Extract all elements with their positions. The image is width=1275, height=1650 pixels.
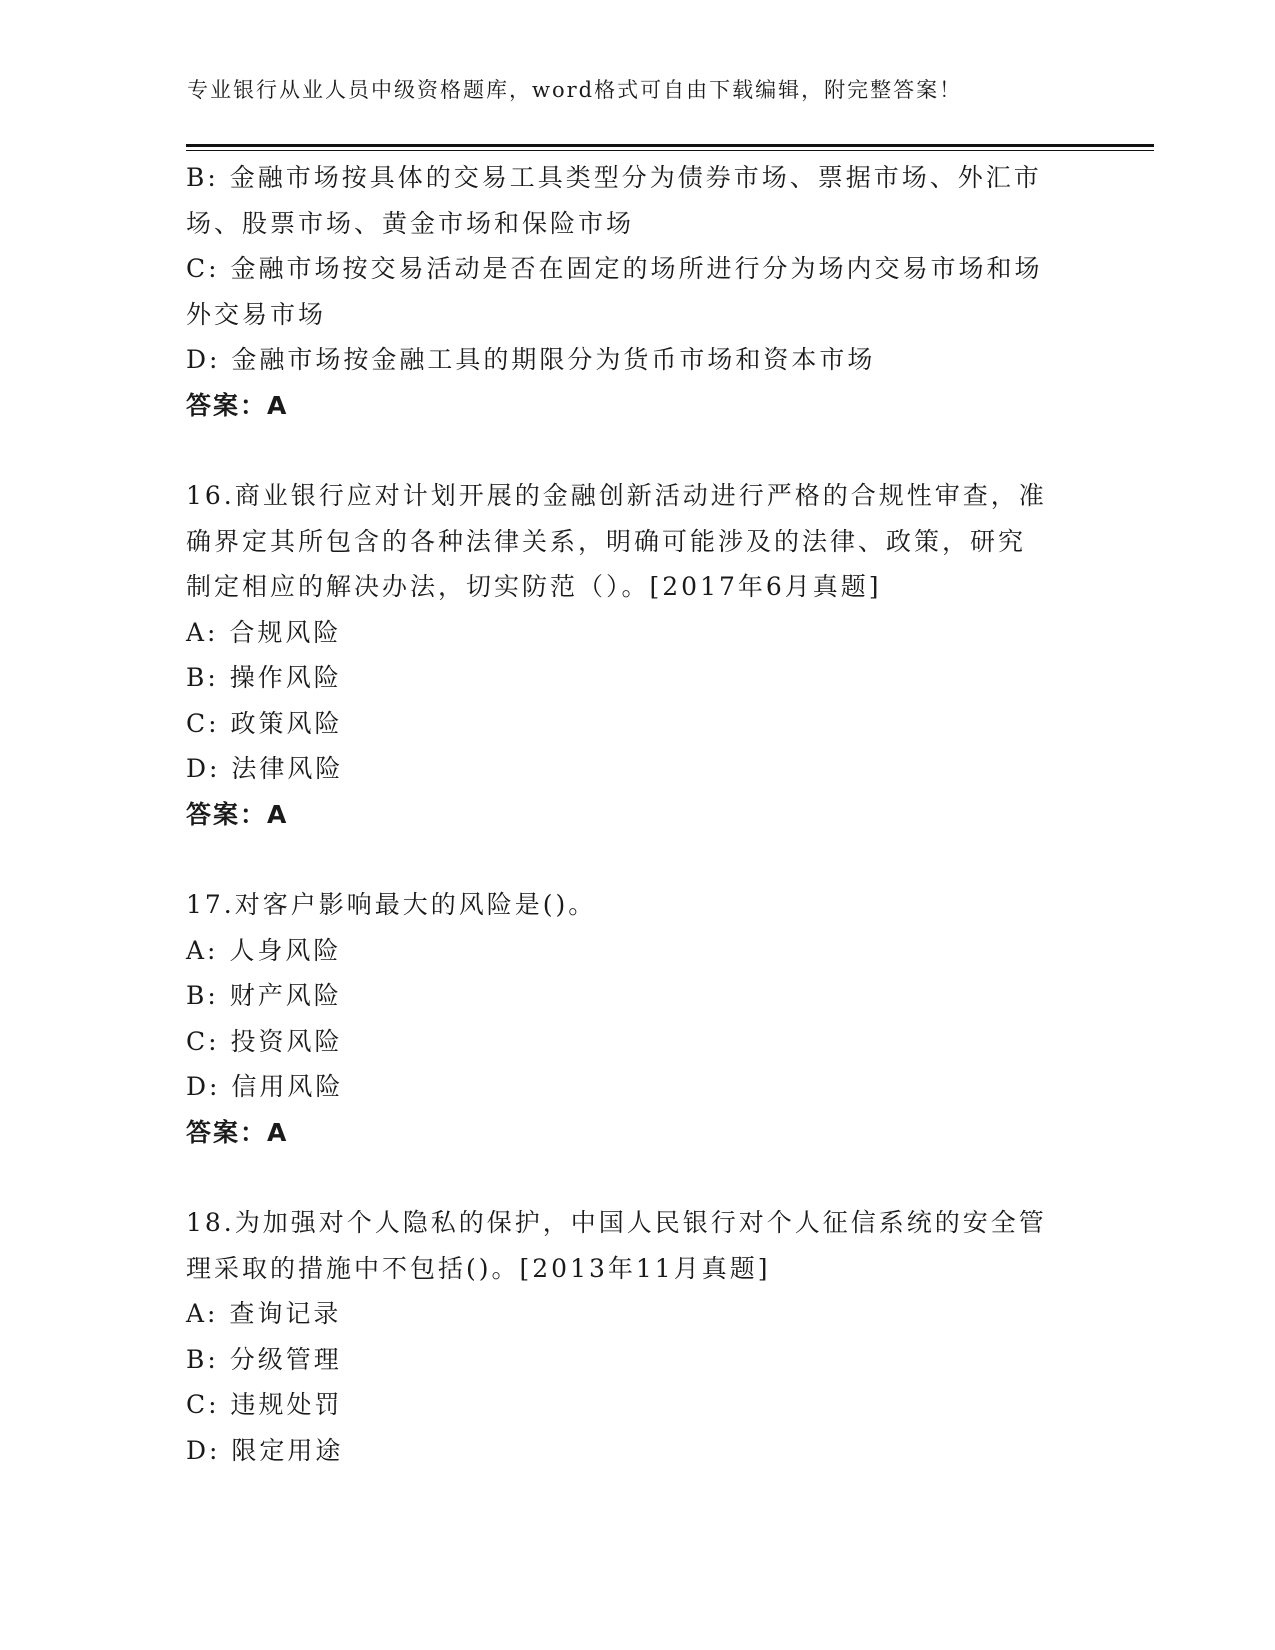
option-d: D: 法律风险: [186, 754, 344, 783]
question-16: [186, 473, 1086, 837]
question-stem: 理采取的措施中不包括()。[2013年11月真题]: [186, 1253, 771, 1283]
answer-line: 答案：A: [186, 799, 289, 829]
question-stem: 16.商业银行应对计划开展的金融创新活动进行严格的合规性审查，准: [186, 481, 1047, 510]
question-stem: 17.对客户影响最大的风险是()。: [186, 890, 597, 919]
option-d: D: 限定用途: [186, 1435, 344, 1465]
question-stem: 制定相应的解决办法，切实防范（）。[2017年6月真题]: [186, 572, 882, 601]
answer-line: 答案：A: [186, 390, 289, 420]
option-line: 外交易市场: [186, 299, 327, 329]
header-divider: [186, 144, 1154, 147]
question-18: [186, 1200, 1086, 1473]
document-body: [186, 155, 1086, 1473]
question-stem: 18.为加强对个人隐私的保护，中国人民银行对个人征信系统的安全管: [186, 1208, 1047, 1237]
option-b: B: 分级管理: [186, 1344, 342, 1374]
question-17: [186, 882, 1086, 1155]
option-line: 场、股票市场、黄金市场和保险市场: [186, 208, 635, 238]
page-header: 专业银行从业人员中级资格题库，word格式可自由下载编辑，附完整答案！: [187, 78, 963, 102]
option-b: B: 操作风险: [186, 663, 342, 692]
option-c: C: 政策风险: [186, 708, 343, 738]
option-line: C: 金融市场按交易活动是否在固定的场所进行分为场内交易市场和场: [186, 254, 1043, 283]
option-line: B: 金融市场按具体的交易工具类型分为债券市场、票据市场、外汇市: [186, 163, 1042, 192]
answer-line: 答案：A: [186, 1117, 289, 1147]
option-c: C: 违规处罚: [186, 1390, 343, 1419]
option-a: A: 合规风险: [186, 617, 342, 647]
option-c: C: 投资风险: [186, 1026, 343, 1056]
option-a: A: 查询记录: [186, 1299, 342, 1328]
option-line: D: 金融市场按金融工具的期限分为货币市场和资本市场: [186, 345, 876, 374]
option-d: D: 信用风险: [186, 1072, 344, 1101]
prev-question-tail: [186, 155, 1086, 428]
header-divider-thin: [186, 150, 1154, 151]
question-stem: 确界定其所包含的各种法律关系，明确可能涉及的法律、政策，研究: [186, 526, 1027, 556]
option-b: B: 财产风险: [186, 981, 342, 1010]
option-a: A: 人身风险: [186, 935, 342, 965]
